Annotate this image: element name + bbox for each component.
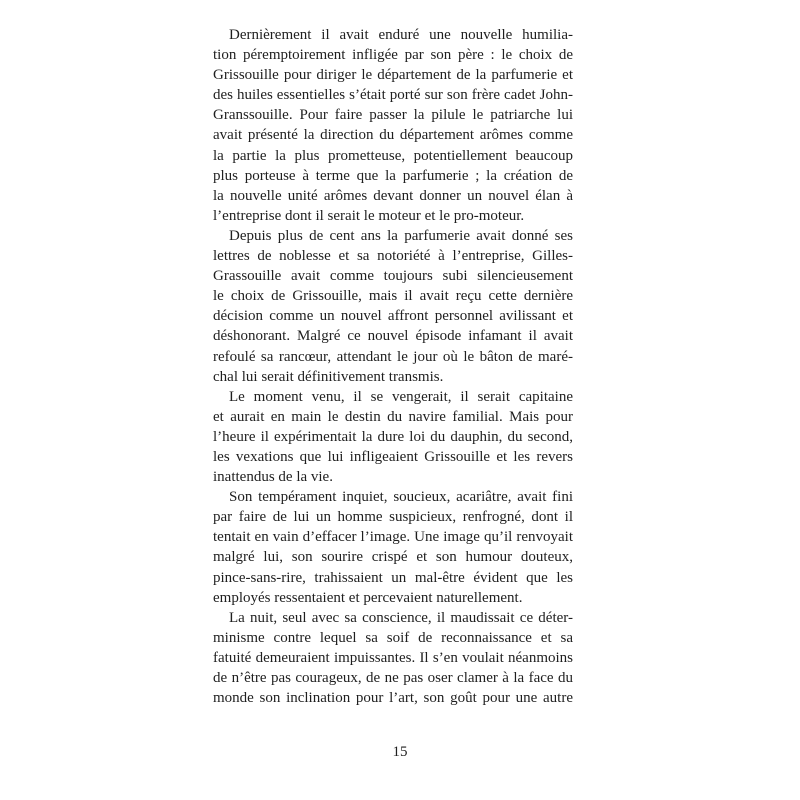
text-line: la nouvelle unité arômes devant donner un nouvel élan à: [213, 187, 573, 204]
text-line: refoulé sa rancœur, attendant le jour où le bâton de maré-: [213, 348, 573, 365]
page-number: 15: [392, 744, 408, 760]
text-line: la partie la plus prometteuse, potentiellement beaucoup: [213, 147, 573, 164]
text-line: Granssouille. Pour faire passer la pilule le patriarche lui: [213, 107, 573, 124]
body-text: [213, 25, 573, 708]
text-line: inattendus de la vie.: [213, 469, 333, 486]
text-line: chal lui serait définitivement transmis.: [213, 368, 444, 385]
text-line: employés ressentaient et percevaient naturellement.: [213, 589, 523, 606]
text-line: monde son inclination pour l’art, son goût pour une autre: [213, 690, 573, 707]
text-line: Le moment venu, il se vengerait, il serait capitaine: [229, 388, 573, 405]
paragraph: [213, 487, 573, 608]
text-line: et aurait en main le destin du navire familial. Mais pour: [213, 408, 573, 425]
text-line: Son tempérament inquiet, soucieux, acariâtre, avait fini: [229, 489, 573, 506]
text-line: Depuis plus de cent ans la parfumerie avait donné ses: [229, 227, 573, 244]
text-line: l’entreprise dont il serait le moteur et le pro-moteur.: [213, 207, 525, 224]
text-line: tion péremptoirement infligée par son père : le choix de: [213, 47, 573, 64]
text-line: tentait en vain d’effacer l’image. Une image qu’il renvoyait: [213, 529, 573, 546]
text-line: pince-sans-rire, trahissaient un mal-être évident que les: [213, 569, 573, 586]
text-line: de n’être pas courageux, de ne pas oser clamer à la face du: [213, 670, 573, 686]
text-line: décision comme un nouvel affront personnel avilissant et: [213, 308, 573, 325]
text-line: Dernièrement il avait enduré une nouvelle humilia-: [229, 27, 573, 43]
text-line: plus porteuse à terme que la parfumerie ; la création de: [213, 167, 573, 184]
text-line: malgré lui, son sourire crispé et son humour douteux,: [213, 549, 573, 566]
text-line: déshonorant. Malgré ce nouvel épisode infamant il avait: [213, 328, 573, 345]
text-line: Grassouille avait comme toujours subi silencieusement: [213, 268, 573, 285]
paragraph: [213, 387, 573, 487]
text-line: La nuit, seul avec sa conscience, il maudissait ce déter-: [229, 609, 573, 626]
paragraph: [213, 226, 573, 387]
text-line: Grissouille pour diriger le département de la parfumerie et: [213, 67, 573, 84]
text-line: le choix de Grissouille, mais il avait reçu cette dernière: [213, 288, 573, 305]
text-line: les vexations que lui infligeaient Grissouille et les revers: [213, 448, 573, 465]
text-line: fatuité demeuraient impuissantes. Il s’en voulait néanmoins: [213, 649, 573, 666]
text-line: avait présenté la direction du département arômes comme: [213, 127, 573, 144]
text-line: par faire de lui un homme suspicieux, renfrogné, dont il: [213, 509, 573, 526]
text-line: lettres de noblesse et sa notoriété à l’entreprise, Gilles-: [213, 248, 573, 265]
paragraph: [213, 608, 573, 708]
text-line: des huiles essentielles s’était porté sur son frère cadet John-: [213, 87, 573, 104]
text-line: l’heure il expérimentait la dure loi du dauphin, du second,: [213, 428, 573, 445]
text-line: minisme contre lequel sa soif de reconnaissance et sa: [213, 629, 573, 646]
paragraph: [213, 25, 573, 226]
